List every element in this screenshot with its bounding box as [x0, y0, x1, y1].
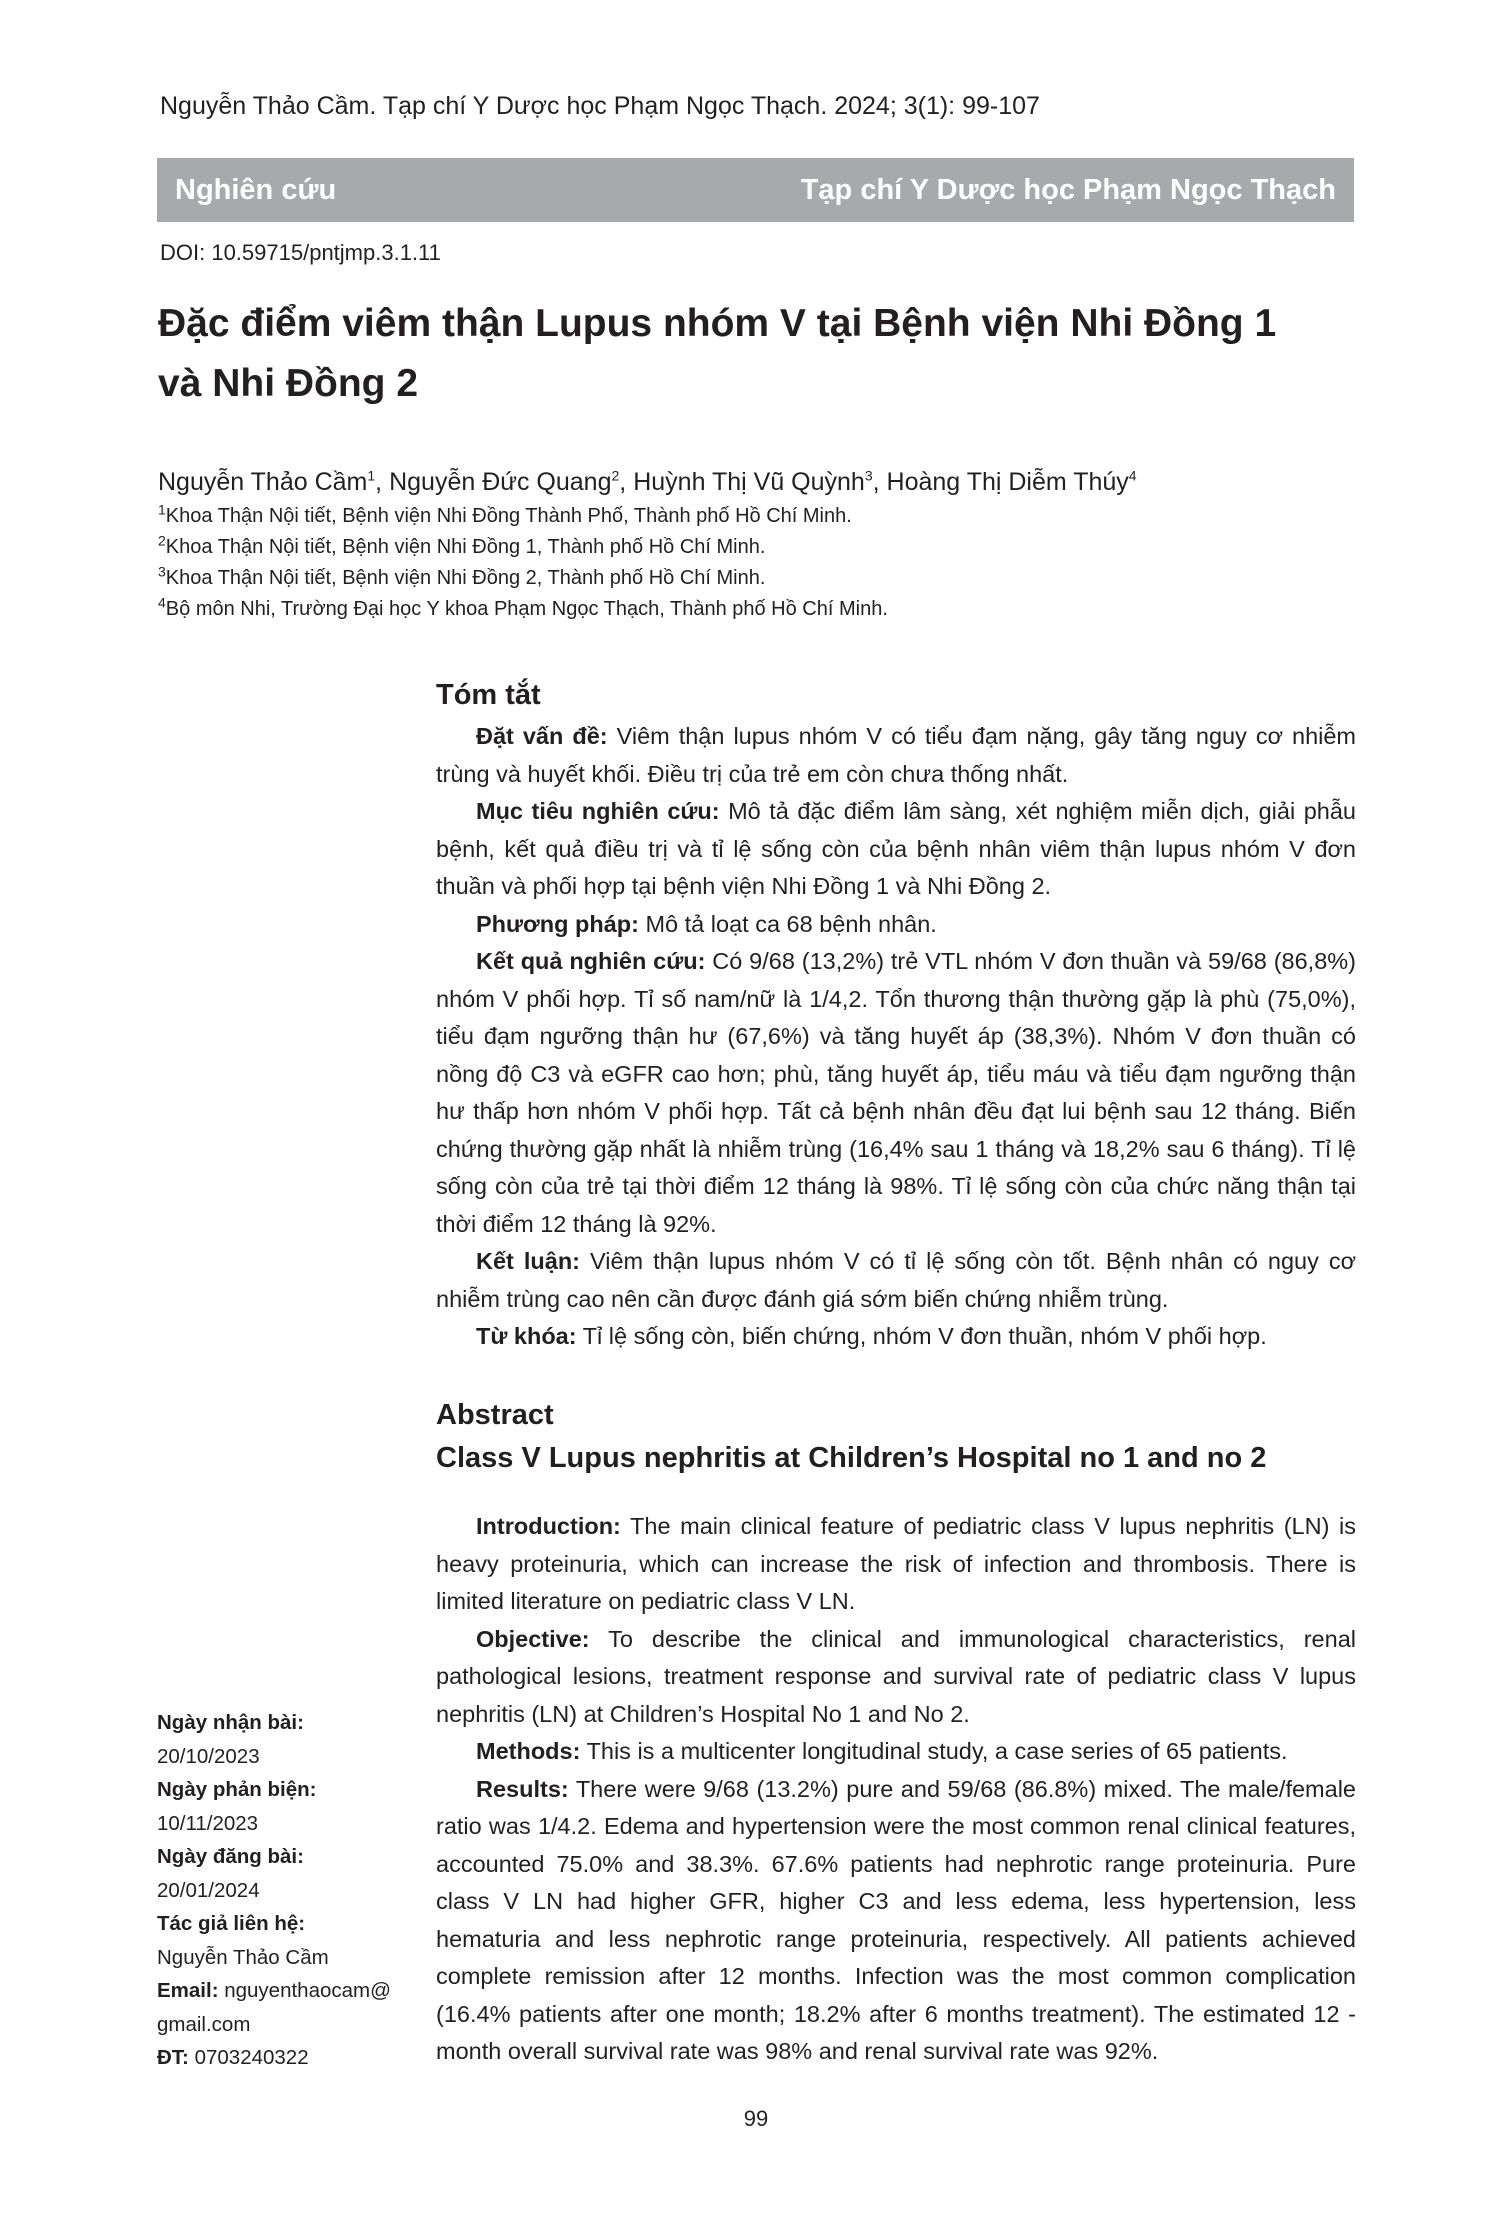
paragraph-label: Đặt vấn đề: — [476, 723, 608, 749]
paragraph-text: This is a multicenter longitudinal study, a case series of 65 patients. — [580, 1738, 1288, 1764]
authors-line — [158, 468, 1137, 497]
author-name: Huỳnh Thị Vũ Quỳnh — [633, 468, 865, 496]
published-label: Ngày đăng bài: — [157, 1845, 304, 1868]
affiliation — [158, 594, 888, 621]
abstract-paragraph — [436, 906, 1356, 944]
affiliation-text: Khoa Thận Nội tiết, Bệnh viện Nhi Đồng 2, Thành phố Hồ Chí Minh. — [165, 567, 766, 589]
affiliation-sup: 3 — [158, 563, 166, 580]
affiliation-sup: 1 — [158, 501, 166, 518]
abstract-paragraph — [436, 718, 1356, 793]
page-number: 99 — [743, 2106, 769, 2131]
author-sep: , — [375, 468, 390, 496]
paragraph-label: Mục tiêu nghiên cứu: — [476, 798, 720, 824]
paragraph-text: Tỉ lệ sống còn, biến chứng, nhóm V đơn thuần, nhóm V phối hợp. — [576, 1323, 1267, 1349]
abstract-paragraph — [436, 1243, 1356, 1318]
author-name: Nguyễn Đức Quang — [389, 468, 612, 496]
received-label: Ngày nhận bài: — [157, 1711, 304, 1734]
abstract-paragraph — [436, 793, 1356, 906]
contact-name: Nguyễn Thảo Cầm — [157, 1945, 329, 1969]
paragraph-text: There were 9/68 (13.2%) pure and 59/68 (86.8%) mixed. The male/female ratio was 1/4.2. Edema and hypertension were the most common renal clinical features, accounted 75.0% and 38.3%. 67.6% patients had nephrotic range proteinuria. Pure class V LN had higher GFR, higher C3 and less edema, less hypertension, less hematuria and less nephrotic range proteinuria, respectively. All patients achieved complete remission after 12 months. Infection was the most common complication (16.4% patients after one month; 18.2% after 6 months treatment). The estimated 12 - month overall survival rate was 98% and renal survival rate was 92%. — [436, 1775, 1356, 2064]
phone-number: 0703240322 — [188, 2046, 309, 2069]
contact-label: Tác giả liên hệ: — [157, 1912, 306, 1935]
paragraph-label: Objective: — [476, 1625, 590, 1652]
affiliation — [158, 532, 766, 559]
doi: DOI: 10.59715/pntjmp.3.1.11 — [160, 240, 441, 265]
email-part-2: gmail.com — [157, 2012, 251, 2036]
paragraph-text: Viêm thận lupus nhóm V có tỉ lệ sống còn tốt. Bệnh nhân có nguy cơ nhiễm trùng cao nên cần được đánh giá sớm biến chứng nhiễm trùng. — [436, 1248, 1357, 1312]
affiliation-sup: 4 — [158, 594, 166, 611]
author-sup: 4 — [1128, 467, 1137, 484]
published-date: 20/01/2024 — [157, 1878, 260, 1902]
affiliation — [158, 563, 766, 590]
paragraph-text: To describe the clinical and immunological characteristics, renal pathological lesions, treatment response and survival rate of pediatric class V lupus nephritis (LN) at Children’s Hospital No 1 and No 2. — [436, 1625, 1356, 1727]
abstract-paragraph — [436, 1318, 1356, 1356]
received-date: 20/10/2023 — [157, 1744, 260, 1768]
section-label: Nghiên cứu — [175, 173, 337, 206]
article-info-sidebar — [157, 1706, 427, 2075]
affiliation-text: Khoa Thận Nội tiết, Bệnh viện Nhi Đồng 1, Thành phố Hồ Chí Minh. — [165, 536, 766, 558]
abstract-paragraph — [436, 943, 1356, 1243]
paragraph-label: Phương pháp: — [476, 910, 639, 937]
author-sup: 3 — [864, 467, 873, 484]
email-label: Email: — [157, 1979, 219, 2002]
reviewed-label: Ngày phản biện: — [157, 1778, 317, 1801]
affiliation — [158, 501, 852, 528]
paragraph-text: Mô tả loạt ca 68 bệnh nhân. — [638, 910, 937, 937]
author-name: Hoàng Thị Diễm Thúy — [886, 468, 1129, 496]
reviewed-date: 10/11/2023 — [157, 1811, 259, 1835]
english-title: Class V Lupus nephritis at Children’s Hospital no 1 and no 2 — [436, 1442, 1267, 1474]
phone-label: ĐT: — [157, 2046, 189, 2069]
affiliation-text: Khoa Thận Nội tiết, Bệnh viện Nhi Đồng Thành Phố, Thành phố Hồ Chí Minh. — [165, 505, 852, 527]
journal-name: Tạp chí Y Dược học Phạm Ngọc Thạch — [800, 173, 1336, 206]
abstract-paragraph — [436, 1771, 1356, 2071]
paragraph-text: The main clinical feature of pediatric class V lupus nephritis (LN) is heavy proteinuria, which can increase the risk of infection and thrombosis. There is limited literature on pediatric class V LN. — [436, 1513, 1356, 1614]
abstract-heading-vi: Tóm tắt — [436, 679, 541, 711]
vietnamese-abstract — [436, 679, 1356, 1356]
title-line-1: Đặc điểm viêm thận Lupus nhóm V tại Bệnh viện Nhi Đồng 1 — [158, 302, 1277, 345]
author-sep: , — [872, 468, 887, 496]
article-title — [158, 294, 1368, 414]
abstract-paragraph — [436, 1508, 1356, 1621]
paragraph-label: Từ khóa: — [476, 1323, 577, 1349]
author-sep: , — [619, 468, 634, 496]
paragraph-text: Mô tả đặc điểm lâm sàng, xét nghiệm miễn dịch, giải phẫu bệnh, kết quả điều trị và tỉ lệ sống còn của bệnh nhân viêm thận lupus nhóm V đơn thuần và phối hợp tại bệnh viện Nhi Đồng 1 và Nhi Đồng 2. — [436, 798, 1356, 899]
author-sup: 2 — [611, 467, 620, 484]
paragraph-label: Results: — [476, 1775, 569, 1802]
header-bar — [157, 158, 1354, 222]
affiliation-sup: 2 — [158, 532, 166, 549]
paragraph-label: Kết quả nghiên cứu: — [476, 948, 706, 974]
paragraph-label: Introduction: — [476, 1513, 621, 1539]
paragraph-text: Có 9/68 (13,2%) trẻ VTL nhóm V đơn thuần và 59/68 (86,8%) nhóm V phối hợp. Tỉ số nam/nữ là 1/4,2. Tổn thương thận thường gặp là phù (75,0%), tiểu đạm ngưỡng thận hư (67,6%) và tăng huyết áp (38,3%). Nhóm V đơn thuần có nồng độ C3 và eGFR cao hơn; phù, tăng huyết áp, tiểu máu và tiểu đạm ngưỡng thận hư thấp hơn nhóm V phối hợp. Tất cả bệnh nhân đều đạt lui bệnh sau 12 tháng. Biến chứng thường gặp nhất là nhiễm trùng (16,4% sau 1 tháng và 18,2% sau 6 tháng). Tỉ lệ sống còn của trẻ tại thời điểm 12 tháng là 98%. Tỉ lệ sống còn của chức năng thận tại thời điểm 12 tháng là 92%. — [436, 948, 1356, 1237]
abstract-paragraph — [436, 1621, 1356, 1734]
affiliation-text: Bộ môn Nhi, Trường Đại học Y khoa Phạm Ngọc Thạch, Thành phố Hồ Chí Minh. — [165, 598, 888, 620]
citation-line: Nguyễn Thảo Cầm. Tạp chí Y Dược học Phạm Ngọc Thạch. 2024; 3(1): 99-107 — [160, 92, 1040, 120]
author-name: Nguyễn Thảo Cầm — [158, 468, 368, 496]
abstract-paragraph — [436, 1733, 1356, 1771]
email-part-1: nguyenthaocam@ — [218, 1979, 391, 2002]
paragraph-label: Methods: — [476, 1738, 581, 1764]
abstract-heading-en: Abstract — [436, 1399, 554, 1431]
english-abstract — [436, 1394, 1356, 2071]
author-sup: 1 — [367, 467, 376, 484]
paragraph-text: Viêm thận lupus nhóm V có tiểu đạm nặng, gây tăng nguy cơ nhiễm trùng và huyết khối. Điều trị của trẻ em còn chưa thống nhất. — [436, 723, 1356, 787]
title-line-2: và Nhi Đồng 2 — [158, 362, 419, 405]
paragraph-label: Kết luận: — [476, 1248, 581, 1274]
